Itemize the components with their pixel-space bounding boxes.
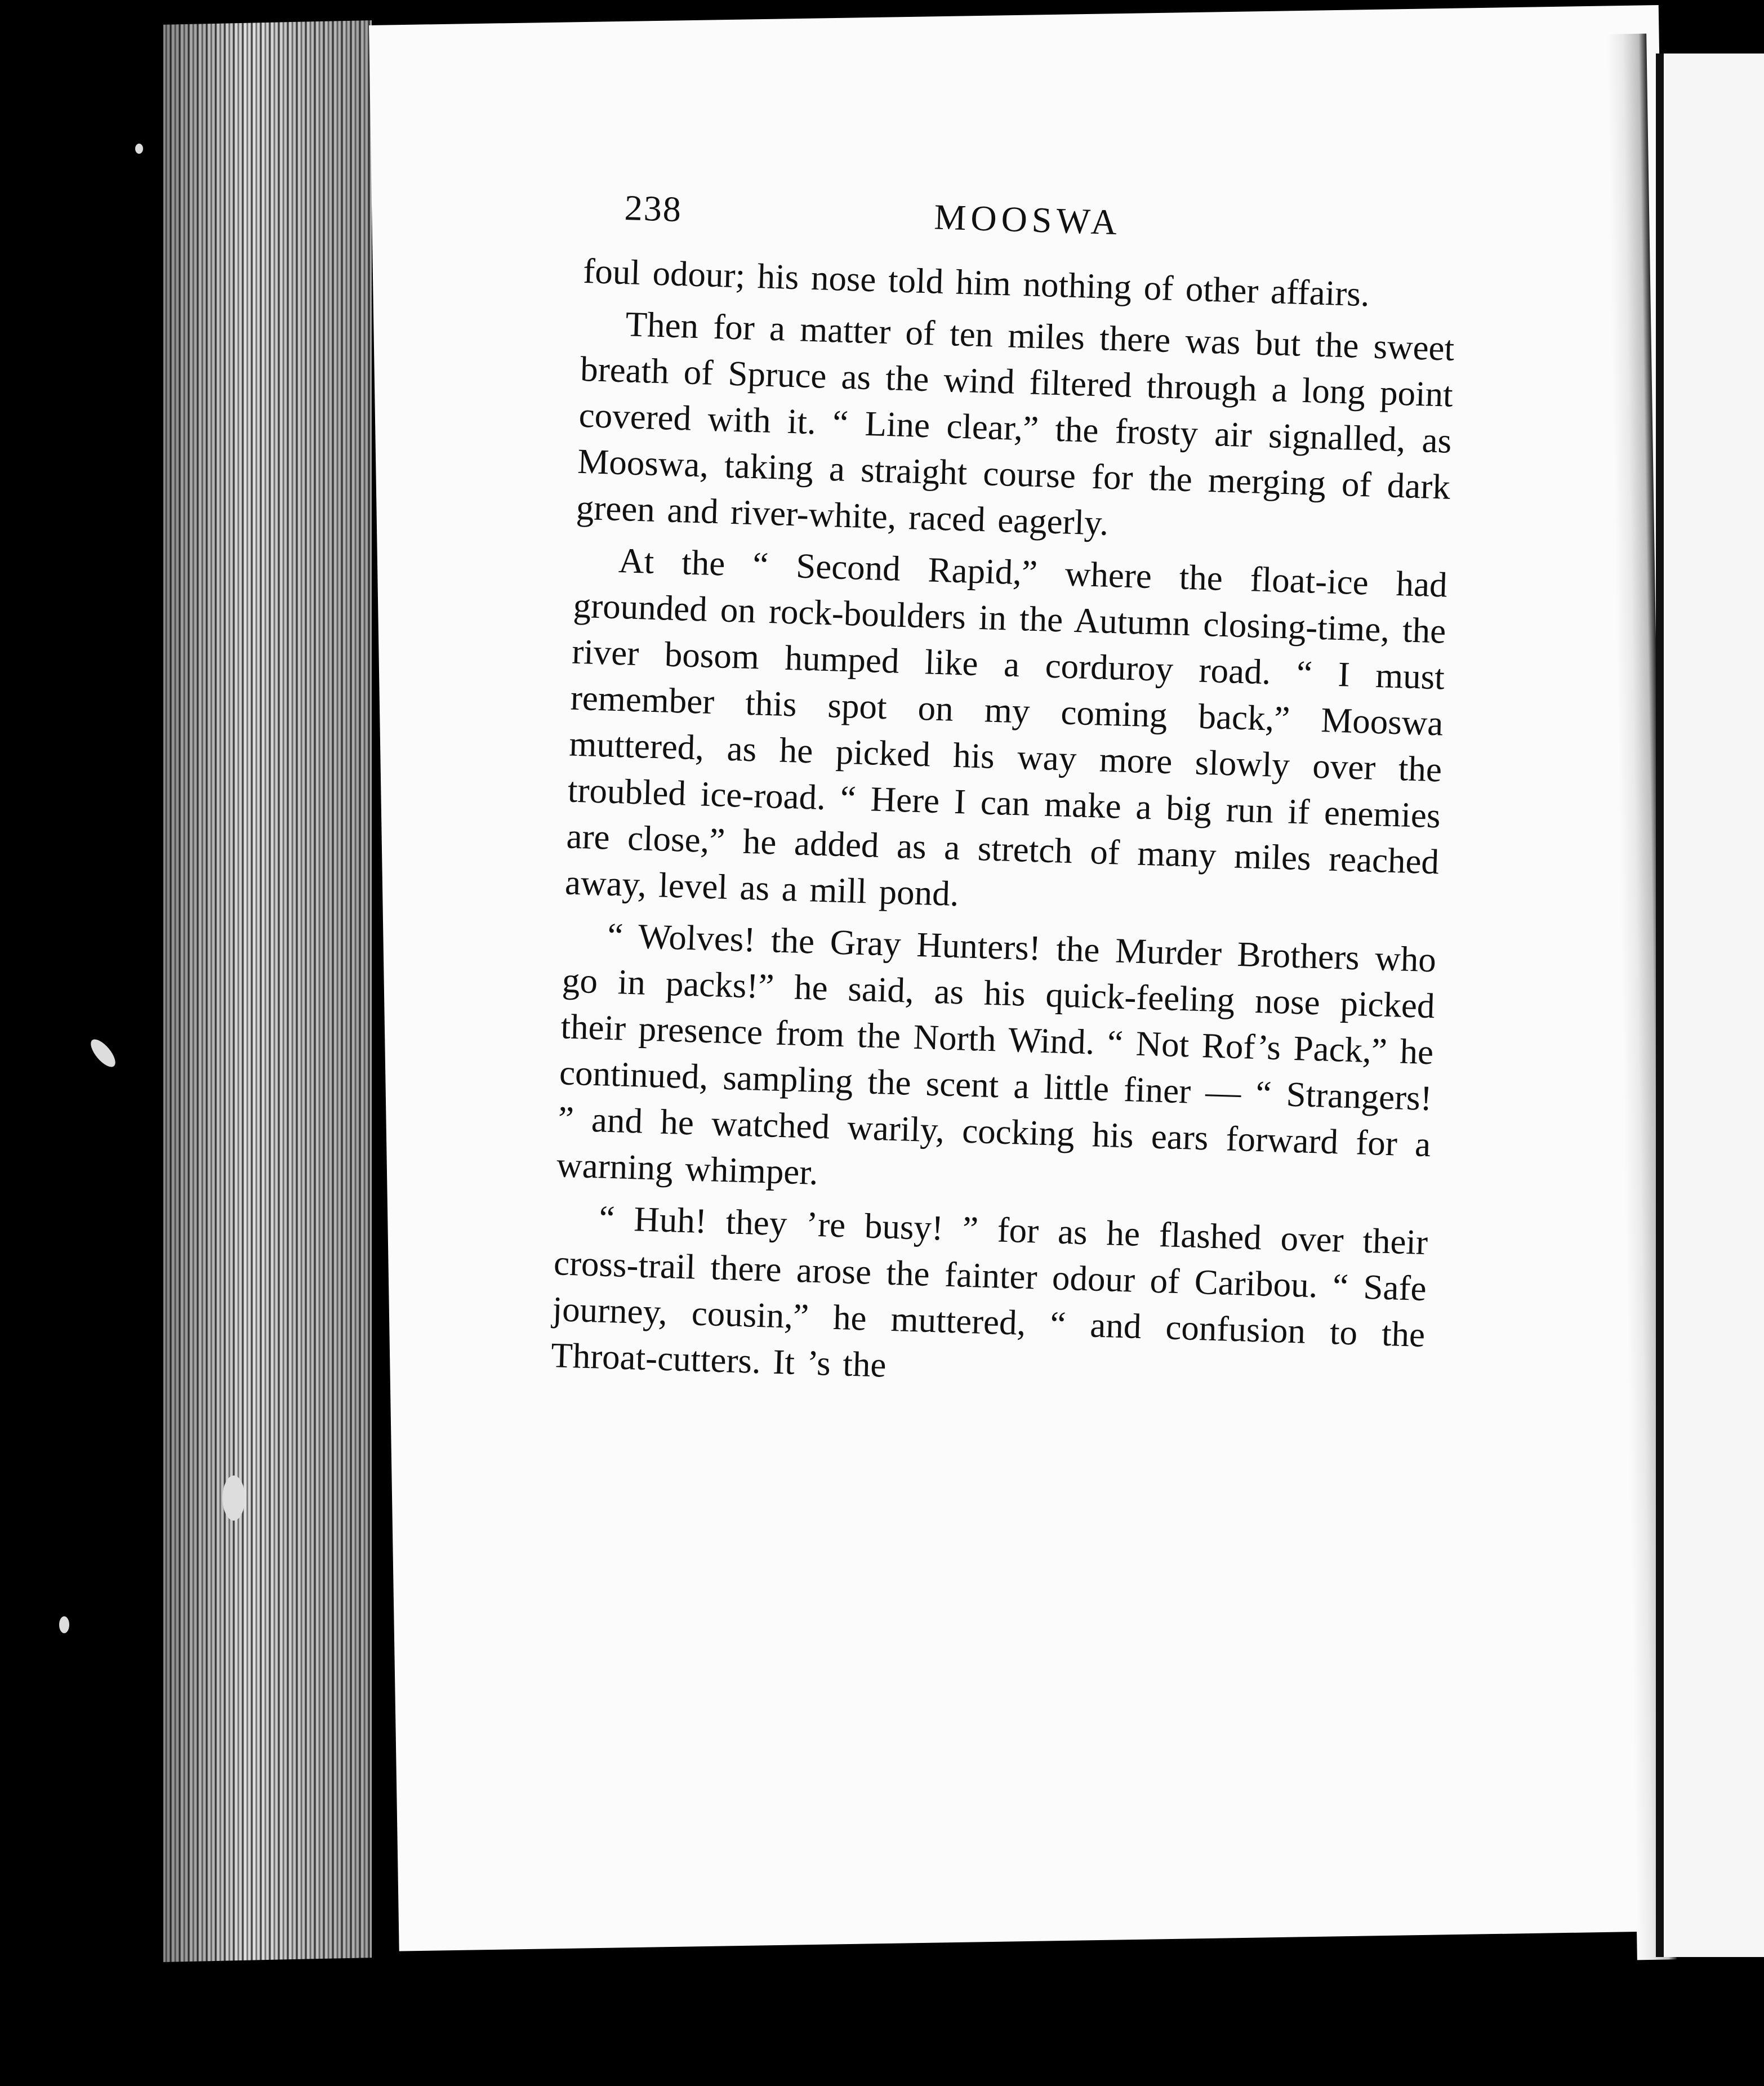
text-block [550, 186, 1458, 1410]
paragraph: At the “ Second Rapid,” where the float-ice had grounded on rock-boulders in the Autumn closing-time, the river bosom humped like a corduroy road. “ I must remember this spot on my coming back,” Mooswa muttered, as he picked his way more slowly over the troubled ice-road. “ Here I can make a big run if enemies are close,” he added as a stretch of many miles reached away, level as a mill pond. [564, 541, 1448, 914]
dust-speck [222, 1476, 245, 1521]
paragraph: Then for a matter of ten miles there was but the sweet breath of Spruce as the wind filtered through a long point covered with it. “ Line clear,” the frosty air signalled, as Mooswa, taking a straight course for the merging of dark green and river-white, raced eagerly. [576, 304, 1455, 543]
page-number: 238 [623, 188, 683, 230]
paragraph: foul odour; his nose told him nothing of other affairs. [582, 251, 1370, 314]
dust-speck [135, 144, 143, 154]
facing-page-edge [1656, 54, 1764, 1957]
dust-speck [87, 1036, 119, 1071]
page-edges-shadow [163, 20, 372, 1962]
paragraph: “ Huh! they ’re busy! ” for as he flashed over their cross-trail there arose the fainter odour of Caribou. “ Safe journey, cousin,” he muttered, “ and confusion to the Throat-cutters. It ’s the [550, 1198, 1429, 1385]
dust-speck [59, 1616, 69, 1633]
running-title: MOOSWA [933, 197, 1122, 243]
body-text [550, 248, 1456, 1404]
paragraph: “ Wolves! the Gray Hunters! the Murder Brothers who go in packs!” he said, as his quick-feeling nose picked their presence from the North Wind. “ Not Rof’s Pack,” he continued, sampling the scent a little finer — “ Strangers! ” and he watched warily, cocking his ears forward for a warning whimper. [556, 915, 1437, 1192]
